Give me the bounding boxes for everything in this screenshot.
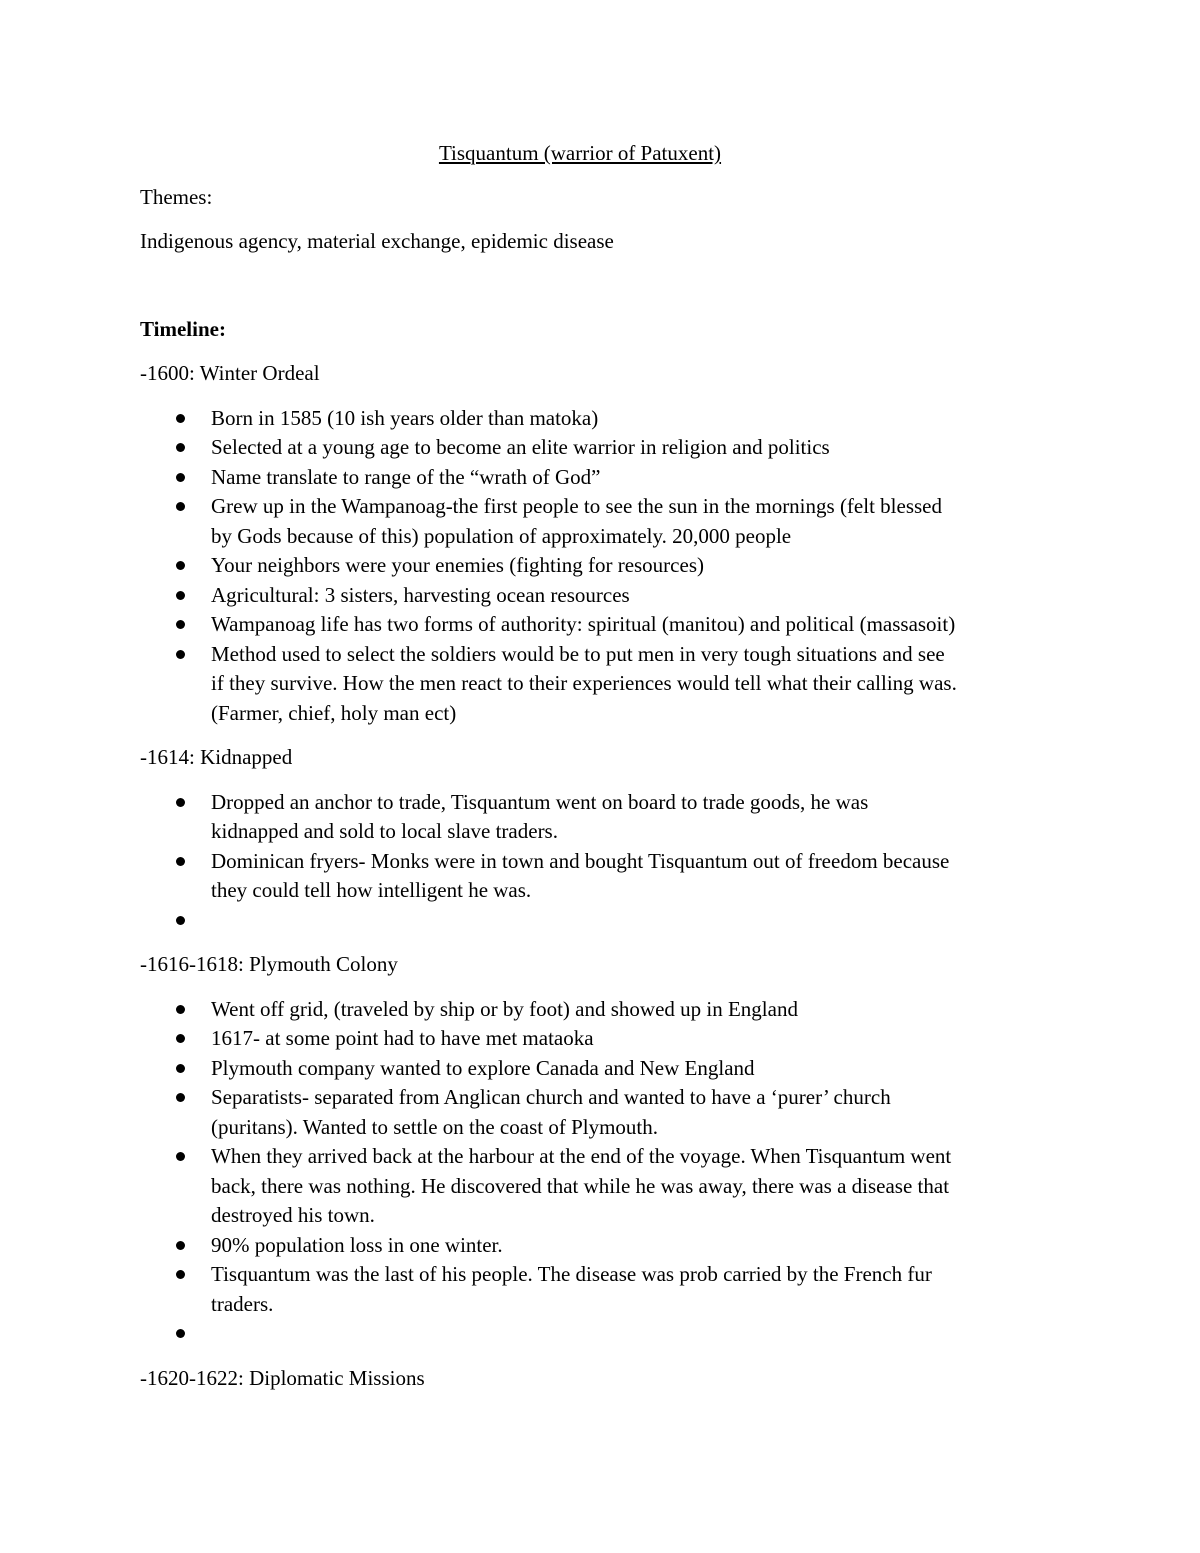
list-item-text: Wampanoag life has two forms of authority: spiritual (manitou) and political (massasoit) bbox=[211, 612, 956, 636]
list-item bbox=[140, 1260, 1060, 1319]
document-title: Tisquantum (warrior of Patuxent) bbox=[438, 141, 722, 165]
list-item bbox=[140, 1142, 1060, 1231]
bullet-icon bbox=[176, 502, 185, 511]
bullet-icon bbox=[176, 561, 185, 570]
themes-text: Indigenous agency, material exchange, epidemic disease bbox=[140, 229, 614, 253]
list-item-text: Selected at a young age to become an elite warrior in religion and politics bbox=[211, 435, 830, 459]
bullet-icon bbox=[176, 857, 185, 866]
timeline-heading: Timeline: bbox=[140, 316, 226, 341]
bullet-icon bbox=[176, 620, 185, 629]
list-item bbox=[140, 1231, 1060, 1261]
bullet-icon bbox=[176, 1034, 185, 1043]
list-item-text: 1617- at some point had to have met mataoka bbox=[211, 1026, 594, 1050]
blank-line bbox=[140, 272, 1060, 315]
list-item bbox=[140, 404, 1060, 434]
list-item bbox=[140, 640, 1060, 729]
list-item bbox=[140, 995, 1060, 1025]
bullet-list bbox=[140, 788, 1060, 936]
list-item-text: Separatists- separated from Anglican church and wanted to have a ‘purer’ church (puritans). Wanted to settle on the coast of Plymouth. bbox=[211, 1085, 891, 1139]
bullet-icon bbox=[176, 1093, 185, 1102]
bullet-icon bbox=[176, 473, 185, 482]
list-item-text: 90% population loss in one winter. bbox=[211, 1232, 503, 1257]
bullet-icon bbox=[176, 414, 185, 423]
bullet-icon bbox=[176, 1005, 185, 1014]
list-item-text: Dropped an anchor to trade, Tisquantum went on board to trade goods, he was kidnapped and sold to local slave traders. bbox=[211, 789, 869, 843]
list-item-text: Went off grid, (traveled by ship or by foot) and showed up in England bbox=[211, 996, 798, 1021]
list-item bbox=[140, 610, 1060, 640]
list-item bbox=[140, 1083, 1060, 1142]
themes-label: Themes: bbox=[140, 184, 213, 209]
list-item-text: Plymouth company wanted to explore Canada and New England bbox=[211, 1055, 755, 1080]
bullet-icon bbox=[176, 650, 185, 659]
bullet-list bbox=[140, 404, 1060, 729]
list-item bbox=[140, 581, 1060, 611]
list-item-text: Name translate to range of the “wrath of God” bbox=[211, 464, 601, 489]
timeline-section-label: -1616-1618: Plymouth Colony bbox=[140, 952, 398, 976]
timeline bbox=[140, 359, 1060, 1393]
list-item bbox=[140, 1054, 1060, 1084]
list-item bbox=[140, 906, 1060, 936]
bullet-icon bbox=[176, 443, 185, 452]
timeline-section-label: -1620-1622: Diplomatic Missions bbox=[140, 1365, 425, 1390]
bullet-icon bbox=[176, 1270, 185, 1279]
bullet-list bbox=[140, 995, 1060, 1349]
list-item-text: When they arrived back at the harbour at the end of the voyage. When Tisquantum went back, there was nothing. He discovered that while he was away, there was a disease that destroyed his town. bbox=[211, 1144, 952, 1227]
list-item-text: Agricultural: 3 sisters, harvesting ocean resources bbox=[211, 582, 630, 607]
bullet-icon bbox=[176, 1329, 185, 1338]
list-item bbox=[140, 551, 1060, 581]
bullet-icon bbox=[176, 1152, 185, 1161]
list-item-text: Born in 1585 (10 ish years older than matoka) bbox=[211, 405, 599, 430]
bullet-icon bbox=[176, 798, 185, 807]
timeline-section-label: -1614: Kidnapped bbox=[140, 745, 293, 769]
list-item bbox=[140, 463, 1060, 493]
list-item-text: Method used to select the soldiers would be to put men in very tough situations and see if they survive. How the men react to their experiences would tell what their calling was. (Farmer, chief, holy man ect) bbox=[211, 641, 957, 725]
list-item bbox=[140, 433, 1060, 463]
list-item bbox=[140, 1024, 1060, 1054]
list-item bbox=[140, 492, 1060, 551]
list-item bbox=[140, 788, 1060, 847]
list-item-text: Dominican fryers- Monks were in town and bought Tisquantum out of freedom because they could tell how intelligent he was. bbox=[211, 848, 950, 902]
bullet-icon bbox=[176, 1064, 185, 1073]
bullet-icon bbox=[176, 916, 185, 925]
list-item bbox=[140, 1319, 1060, 1349]
bullet-icon bbox=[176, 591, 185, 600]
list-item-text: Tisquantum was the last of his people. The disease was prob carried by the French fur traders. bbox=[211, 1262, 932, 1316]
list-item-text: Grew up in the Wampanoag-the first people to see the sun in the mornings (felt blessed by Gods because of this) population of approximately. 20,000 people bbox=[211, 494, 942, 548]
timeline-section-label: -1600: Winter Ordeal bbox=[140, 361, 320, 385]
list-item bbox=[140, 847, 1060, 906]
bullet-icon bbox=[176, 1241, 185, 1250]
list-item-text: Your neighbors were your enemies (fighting for resources) bbox=[211, 553, 704, 577]
